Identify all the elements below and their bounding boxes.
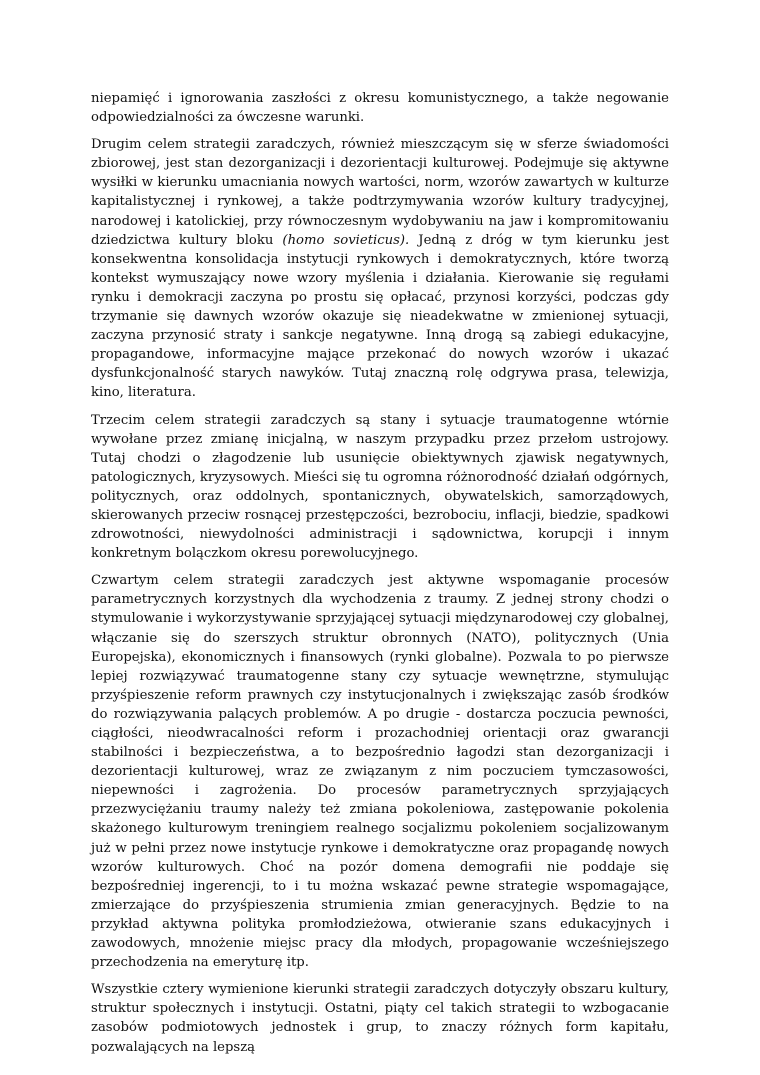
paragraph-4-text: Czwartym celem strategii zaradczych jest aktywne wspomaganie procesów parametrycznych korzystnych dla wychodzenia z traumy. Z jednej strony chodzi o stymulowanie i wykorzystywanie sprzyjającej sytuacji międzynarodowej czy globalnej, włączanie się do szerszych struktur obronnych (NATO), politycznych (Unia Europejska), ekonomicznych i finansowych (rynki globalne). Pozwala to po pierwsze lepiej rozwiązywać traumatogenne stany czy sytuacje wewnętrzne, stymulując przyśpieszenie reform prawnych czy instytucjonalnych i zwiększając zasób środków do rozwiązywania palących problemów. A po drugie - dostarcza poczucia pewności, ciągłości, nieodwracalności reform i prozachodniej orientacji oraz gwarancji stabilności i bezpieczeństwa, a to bezpośrednio łagodzi stan dezorganizacji i dezorientacji kulturowej, wraz ze związanym z nim poczuciem tymczasowości, niepewności i zagrożenia. Do procesów parametrycznych sprzyjających przezwyciężaniu traumy należy też zmiana pokoleniowa, zastępowanie pokolenia skażonego kulturowym treningiem realnego socjalizmu pokoleniem socjalizowanym już w pełni przez nowe instytucje rynkowe i demokratyczne oraz propagandę nowych wzorów kulturowych. Choć na pozór domena demografii nie poddaje się bezpośredniej ingerencji, to i tu można wskazać pewne strategie wspomagające, zmierzające do przyśpieszenia strumienia zmian generacyjnych. Będzie to na przykład aktywna polityka promłodzieżowa, otwieranie szans edukacyjnych i zawodowych, mnożenie miejsc pracy dla młodych, propagowanie wcześniejszego przechodzenia na emeryturę itp. <box>91 573 669 971</box>
body-text <box>91 89 669 1065</box>
paragraph-5-text: Wszystkie cztery wymienione kierunki strategii zaradczych dotyczyły obszaru kultury, struktur społecznych i instytucji. Ostatni, piąty cel takich strategii to wzbogacanie zasobów podmiotowych jednostek i grup, to znaczy różnych form kapitału, pozwalających na lepszą <box>91 982 669 1055</box>
paragraph-2 <box>91 135 669 402</box>
paragraph-2-text: Drugim celem strategii zaradczych, również mieszczącym się w sferze świadomości zbiorowej, jest stan dezorganizacji i dezorientacji kulturowej. Podejmuje się aktywne wysiłki w kierunku umacniania nowych wartości, norm, wzorów zawartych w kulturze kapitalistycznej i rynkowej, a także podtrzymywania wzorów kultury tradycyjnej, narodowej i katolickiej, przy równoczesnym wydobywaniu na jaw i kompromitowaniu dziedzictwa kultury bloku <box>91 137 669 248</box>
paragraph-5 <box>91 980 669 1056</box>
paragraph-3 <box>91 411 669 564</box>
paragraph-3-text: Trzecim celem strategii zaradczych są stany i sytuacje traumatogenne wtórnie wywołane przez zmianę inicjalną, w naszym przypadku przez przełom ustrojowy. Tutaj chodzi o złagodzenie lub usunięcie obiektywnych zjawisk negatywnych, patologicznych, kryzysowych. Mieści się tu ogromna różnorodność działań odgórnych, politycznych, oraz oddolnych, spontanicznych, obywatelskich, samorządowych, skierowanych przeciw rosnącej przestępczości, bezrobociu, inflacji, biedzie, spadkowi zdrowotności, niewydolności administracji i sądownictwa, korupcji i innym konkretnym bolączkom okresu porewolucyjnego. <box>91 412 669 562</box>
paragraph-2-text-cont: Jedną z dróg w tym kierunku jest konsekwentna konsolidacja instytucji rynkowych i demokratycznych, które tworzą kontekst wymuszający nowe wzory myślenia i działania. Kierowanie się regułami rynku i demokracji zaczyna po prostu się opłacać, przynosi korzyści, podczas gdy trzymanie się dawnych wzorów okazuje się nieadekwatne w zmienionej sytuacji, zaczyna przynosić straty i sankcje negatywne. Inną drogą są zabiegi edukacyjne, propagandowe, informacyjne mające przekonać do nowych wzorów i ukazać dysfunkcjonalność starych nawyków. Tutaj znaczną rolę odgrywa prasa, telewizja, kino, literatura. <box>91 232 669 401</box>
paragraph-2-italic-term: (homo sovieticus). <box>282 232 410 248</box>
paragraph-1-text: niepamięć i ignorowania zaszłości z okresu komunistycznego, a także negowanie odpowiedzialności za ówczesne warunki. <box>91 91 669 126</box>
paragraph-4 <box>91 571 669 972</box>
paragraph-1 <box>91 89 669 127</box>
